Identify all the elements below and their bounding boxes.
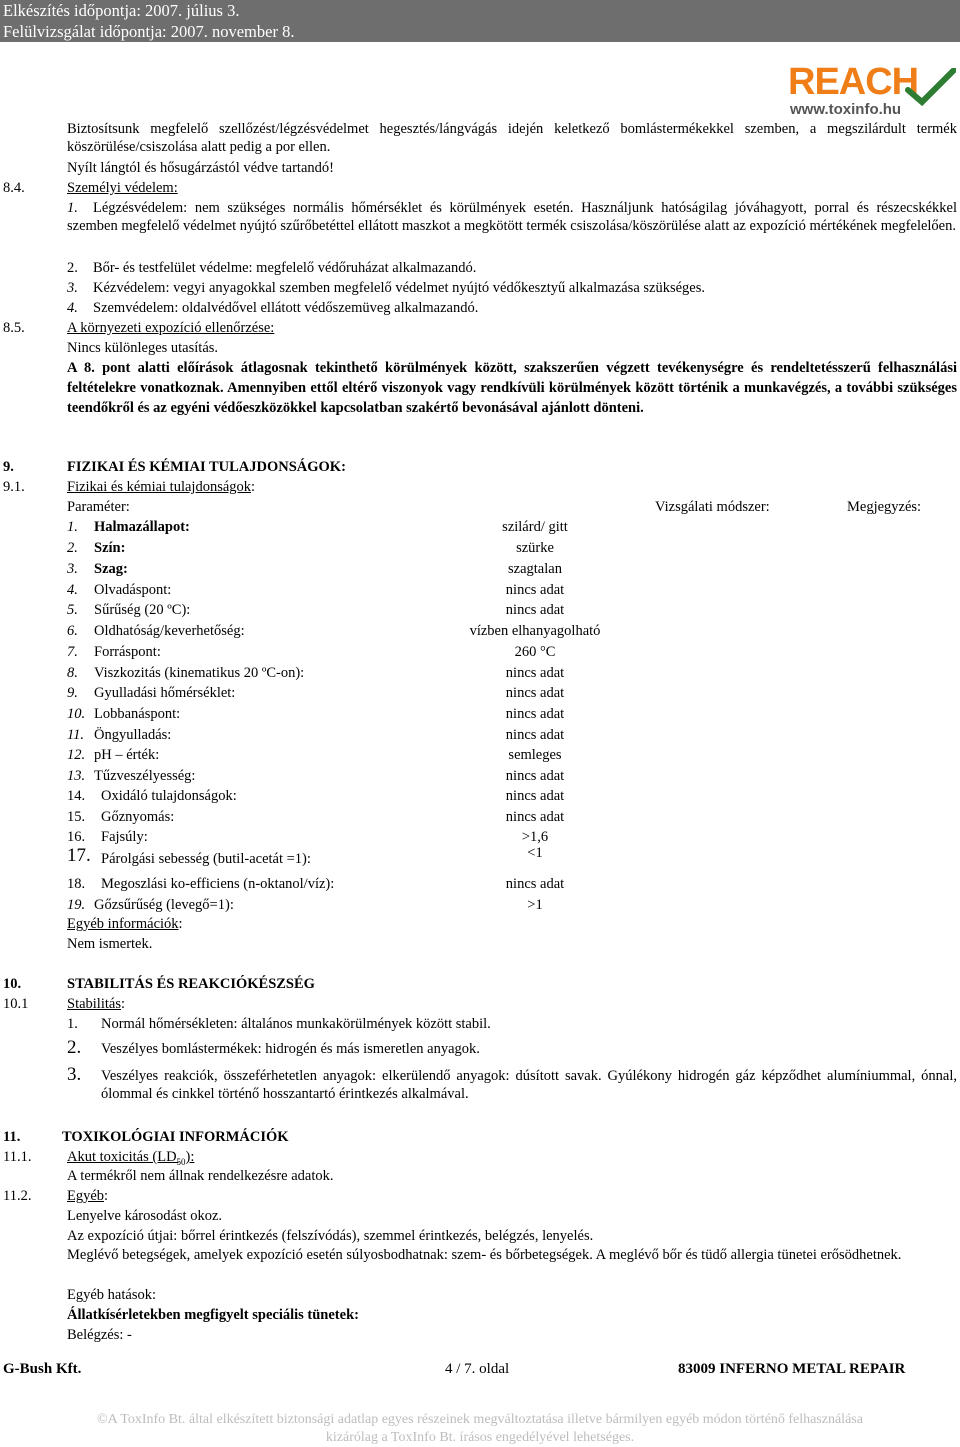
stability-normal: Normál hőmérsékleten: általános munkakörülmények között stabil. [101, 1016, 491, 1032]
property-value: <1 [527, 845, 543, 861]
acute-toxicity-text: A termékről nem állnak rendelkezésre adatok. [67, 1168, 334, 1184]
item-number: 2. [67, 260, 78, 276]
hand-protection: Kézvédelem: vegyi anyagokkal szemben megfelelő védelmet nyújtó védőkesztyű alkalmazása szükséges. [93, 280, 705, 296]
property-value: szagtalan [508, 561, 562, 577]
property-value: szürke [516, 540, 554, 556]
reach-logo [786, 61, 956, 122]
property-number: 4. [67, 582, 78, 598]
created-date: Elkészítés időpontja: 2007. július 3. [3, 1, 240, 20]
property-number: 5. [67, 602, 78, 618]
toxicity-p5: Állatkísérletekben megfigyelt speciális tünetek: [67, 1307, 359, 1323]
property-number: 7. [67, 644, 78, 660]
item-number: 3. [67, 280, 78, 296]
property-label: Gyulladási hőmérséklet: [94, 685, 236, 701]
reviewed-date: Felülvizsgálat időpontja: 2007. november 8. [3, 22, 295, 41]
property-value: nincs adat [505, 582, 565, 598]
section-11-2-number: 11.2. [3, 1188, 32, 1204]
property-value: nincs adat [505, 876, 565, 892]
column-parameter: Paraméter: [67, 499, 130, 515]
section-11-2-title: Egyéb: [67, 1188, 109, 1204]
property-label: pH – érték: [94, 747, 160, 763]
property-number: 15. [67, 809, 86, 825]
property-label: Halmazállapot: [94, 519, 190, 535]
property-value: >1,6 [521, 829, 549, 845]
property-number: 8. [67, 665, 78, 681]
property-number: 19. [67, 897, 86, 913]
property-number: 12. [67, 747, 86, 763]
toxicity-p2: Az expozíció útjai: bőrrel érintkezés (felszívódás), szemmel érintkezés, belégzés, lenyelés. [67, 1228, 594, 1244]
property-number: 3. [67, 561, 78, 577]
section-9-1-title: Fizikai és kémiai tulajdonságok: [67, 479, 256, 495]
toxicity-p1: Lenyelve károsodást okoz. [67, 1208, 223, 1224]
item-number: 1. [67, 1016, 78, 1032]
property-label: Sűrűség (20 ºC): [94, 602, 191, 618]
footer-page: 4 / 7. oldal [445, 1361, 510, 1377]
section-8-5-title: A környezeti expozíció ellenőrzése: [67, 320, 275, 336]
section-10-1-number: 10.1 [3, 996, 29, 1012]
property-number: 9. [67, 685, 78, 701]
section-9-1-number: 9.1. [3, 479, 25, 495]
toxicity-p6: Belégzés: - [67, 1327, 132, 1343]
copyright-line-1: ©A ToxInfo Bt. által elkészített biztonsági adatlap egyes részeinek megváltoztatása illetve bármilyen egyéb módon történő felhasználása [97, 1412, 863, 1427]
other-info-title: Egyéb információk: [67, 916, 183, 932]
section-8-4-number: 8.4. [3, 180, 25, 196]
skin-protection: Bőr- és testfelület védelme: megfelelő védőruházat alkalmazandó. [93, 260, 477, 276]
property-number: 14. [67, 788, 86, 804]
property-label: Párolgási sebesség (butil-acetát =1): [101, 851, 311, 867]
property-number: 17. [67, 845, 91, 866]
property-label: Gőznyomás: [101, 809, 175, 825]
intro-note: Nyílt lángtól és hősugárzástól védve tartandó! [67, 160, 334, 176]
respiratory-protection: Légzésvédelem: nem szükséges normális hőmérséklet és körülmények esetén. Használjunk hatóságilag jóváhagyott, porral és részecskékkel szemben megfelelő védelmet nyújtó szűrőbetéttel ellátott maszkot a megkötött termék csiszolása/köszörülése alatt az expozíció mértékének megfelelően. [67, 200, 957, 234]
property-label: Olvadáspont: [94, 582, 172, 598]
item-number: 2. [67, 1037, 82, 1058]
property-value: szilárd/ gitt [502, 519, 568, 535]
intro-paragraph: Biztosítsunk megfelelő szellőzést/légzésvédelmet hegesztés/lángvágás idején keletkező bomlástermékekkel szemben, a megszilárdult termék köszörülése/csiszolása alatt pedig a por ellen. [67, 121, 957, 155]
property-label: Oxidáló tulajdonságok: [101, 788, 237, 804]
property-label: Lobbanáspont: [94, 706, 181, 722]
property-number: 10. [67, 706, 86, 722]
property-label: Forráspont: [94, 644, 161, 660]
section-11-number: 11. [3, 1129, 21, 1145]
property-label: Szín: [94, 540, 126, 556]
section-8-5-text: Nincs különleges utasítás. [67, 340, 219, 356]
property-value: nincs adat [505, 788, 565, 804]
property-number: 11. [67, 727, 85, 743]
item-number: 1. [67, 200, 78, 216]
property-value: nincs adat [505, 706, 565, 722]
property-number: 16. [67, 829, 86, 845]
property-number: 13. [67, 768, 86, 784]
property-number: 6. [67, 623, 78, 639]
section-9-title: FIZIKAI ÉS KÉMIAI TULAJDONSÁGOK: [67, 459, 346, 475]
eye-protection: Szemvédelem: oldalvédővel ellátott védőszemüveg alkalmazandó. [93, 300, 479, 316]
property-value: nincs adat [505, 685, 565, 701]
property-value: nincs adat [505, 665, 565, 681]
property-number: 2. [67, 540, 78, 556]
column-method: Vizsgálati módszer: [655, 499, 770, 515]
section-11-1-number: 11.1. [3, 1149, 32, 1165]
section-9-number: 9. [3, 459, 14, 475]
property-value: 260 °C [514, 644, 556, 660]
section-8-5-note: A 8. pont alatti előírások átlagosnak tekinthető körülmények között, szakszerűen végzett tevékenységre és rendeltetésszerű felhasználási feltételekre vonatkoznak. Amennyiben ettől eltérő viszonyok vagy rendkívüli körülmények között történik a munkavégzés, a további szükséges teendőkről és az egyéni védőeszközökkel kapcsolatban szakértő bevonásával ajánlott dönteni. [67, 360, 957, 416]
header-bar [0, 0, 960, 42]
property-value: vízben elhanyagolható [469, 623, 601, 639]
property-value: nincs adat [505, 727, 565, 743]
toxicity-p4: Egyéb hatások: [67, 1287, 156, 1303]
toxicity-p3: Meglévő betegségek, amelyek expozíció esetén súlyosbodhatnak: szem- és bőrbetegségek. A meglévő bőr és tüdő allergia tünetei erősödhetnek. [67, 1247, 902, 1263]
item-number: 3. [67, 1064, 82, 1085]
property-number: 18. [67, 876, 86, 892]
item-number: 4. [67, 300, 78, 316]
section-11-title: TOXIKOLÓGIAI INFORMÁCIÓK [62, 1129, 289, 1145]
section-8-4-title: Személyi védelem: [67, 180, 178, 196]
property-label: Tűzveszélyesség: [94, 768, 196, 784]
footer-product: 83009 INFERNO METAL REPAIR [678, 1361, 906, 1377]
property-label: Öngyulladás: [94, 727, 172, 743]
logo-text: REACH [788, 61, 919, 103]
hazardous-reactions: Veszélyes reakciók, összeférhetetlen anyagok: elkerülendő anyagok: dúsított savak. Gyúlékony hidrogén gáz képződhet alumíniummal, ónnal, ólommal és cinkkel történő hosszantartó érintkezés alkalmával. [101, 1068, 957, 1102]
column-note: Megjegyzés: [847, 499, 922, 515]
section-10-title: STABILITÁS ÉS REAKCIÓKÉSZSÉG [67, 976, 315, 992]
section-8-5-number: 8.5. [3, 320, 25, 336]
section-10-number: 10. [3, 976, 22, 992]
property-label: Megoszlási ko-efficiens (n-oktanol/víz): [101, 876, 335, 892]
decomposition-products: Veszélyes bomlástermékek: hidrogén és más ismeretlen anyagok. [101, 1041, 480, 1057]
property-value: nincs adat [505, 602, 565, 618]
checkmark-icon [904, 68, 956, 108]
property-label: Gőzsűrűség (levegő=1): [94, 897, 234, 913]
property-label: Oldhatóság/keverhetőség: [94, 623, 245, 639]
logo-url: www.toxinfo.hu [790, 101, 902, 118]
property-value: semleges [508, 747, 562, 763]
property-value: nincs adat [505, 768, 565, 784]
property-value: nincs adat [505, 809, 565, 825]
property-value: >1 [527, 897, 543, 913]
section-11-1-title: Akut toxicitás $(LD_{50})$: [67, 1149, 195, 1167]
copyright-line-2: kizárólag a ToxInfo Bt. írásos engedélyével lehetséges. [325, 1430, 635, 1445]
property-label: Viszkozitás (kinematikus 20 ºC-on): [94, 665, 305, 681]
property-number: 1. [67, 519, 78, 535]
section-10-1-title: Stabilitás: [67, 996, 126, 1012]
footer-company: G-Bush Kft. [3, 1361, 82, 1377]
property-label: Fajsúly: [101, 829, 148, 845]
property-label: Szag: [94, 561, 128, 577]
other-info-text: Nem ismertek. [67, 936, 153, 952]
